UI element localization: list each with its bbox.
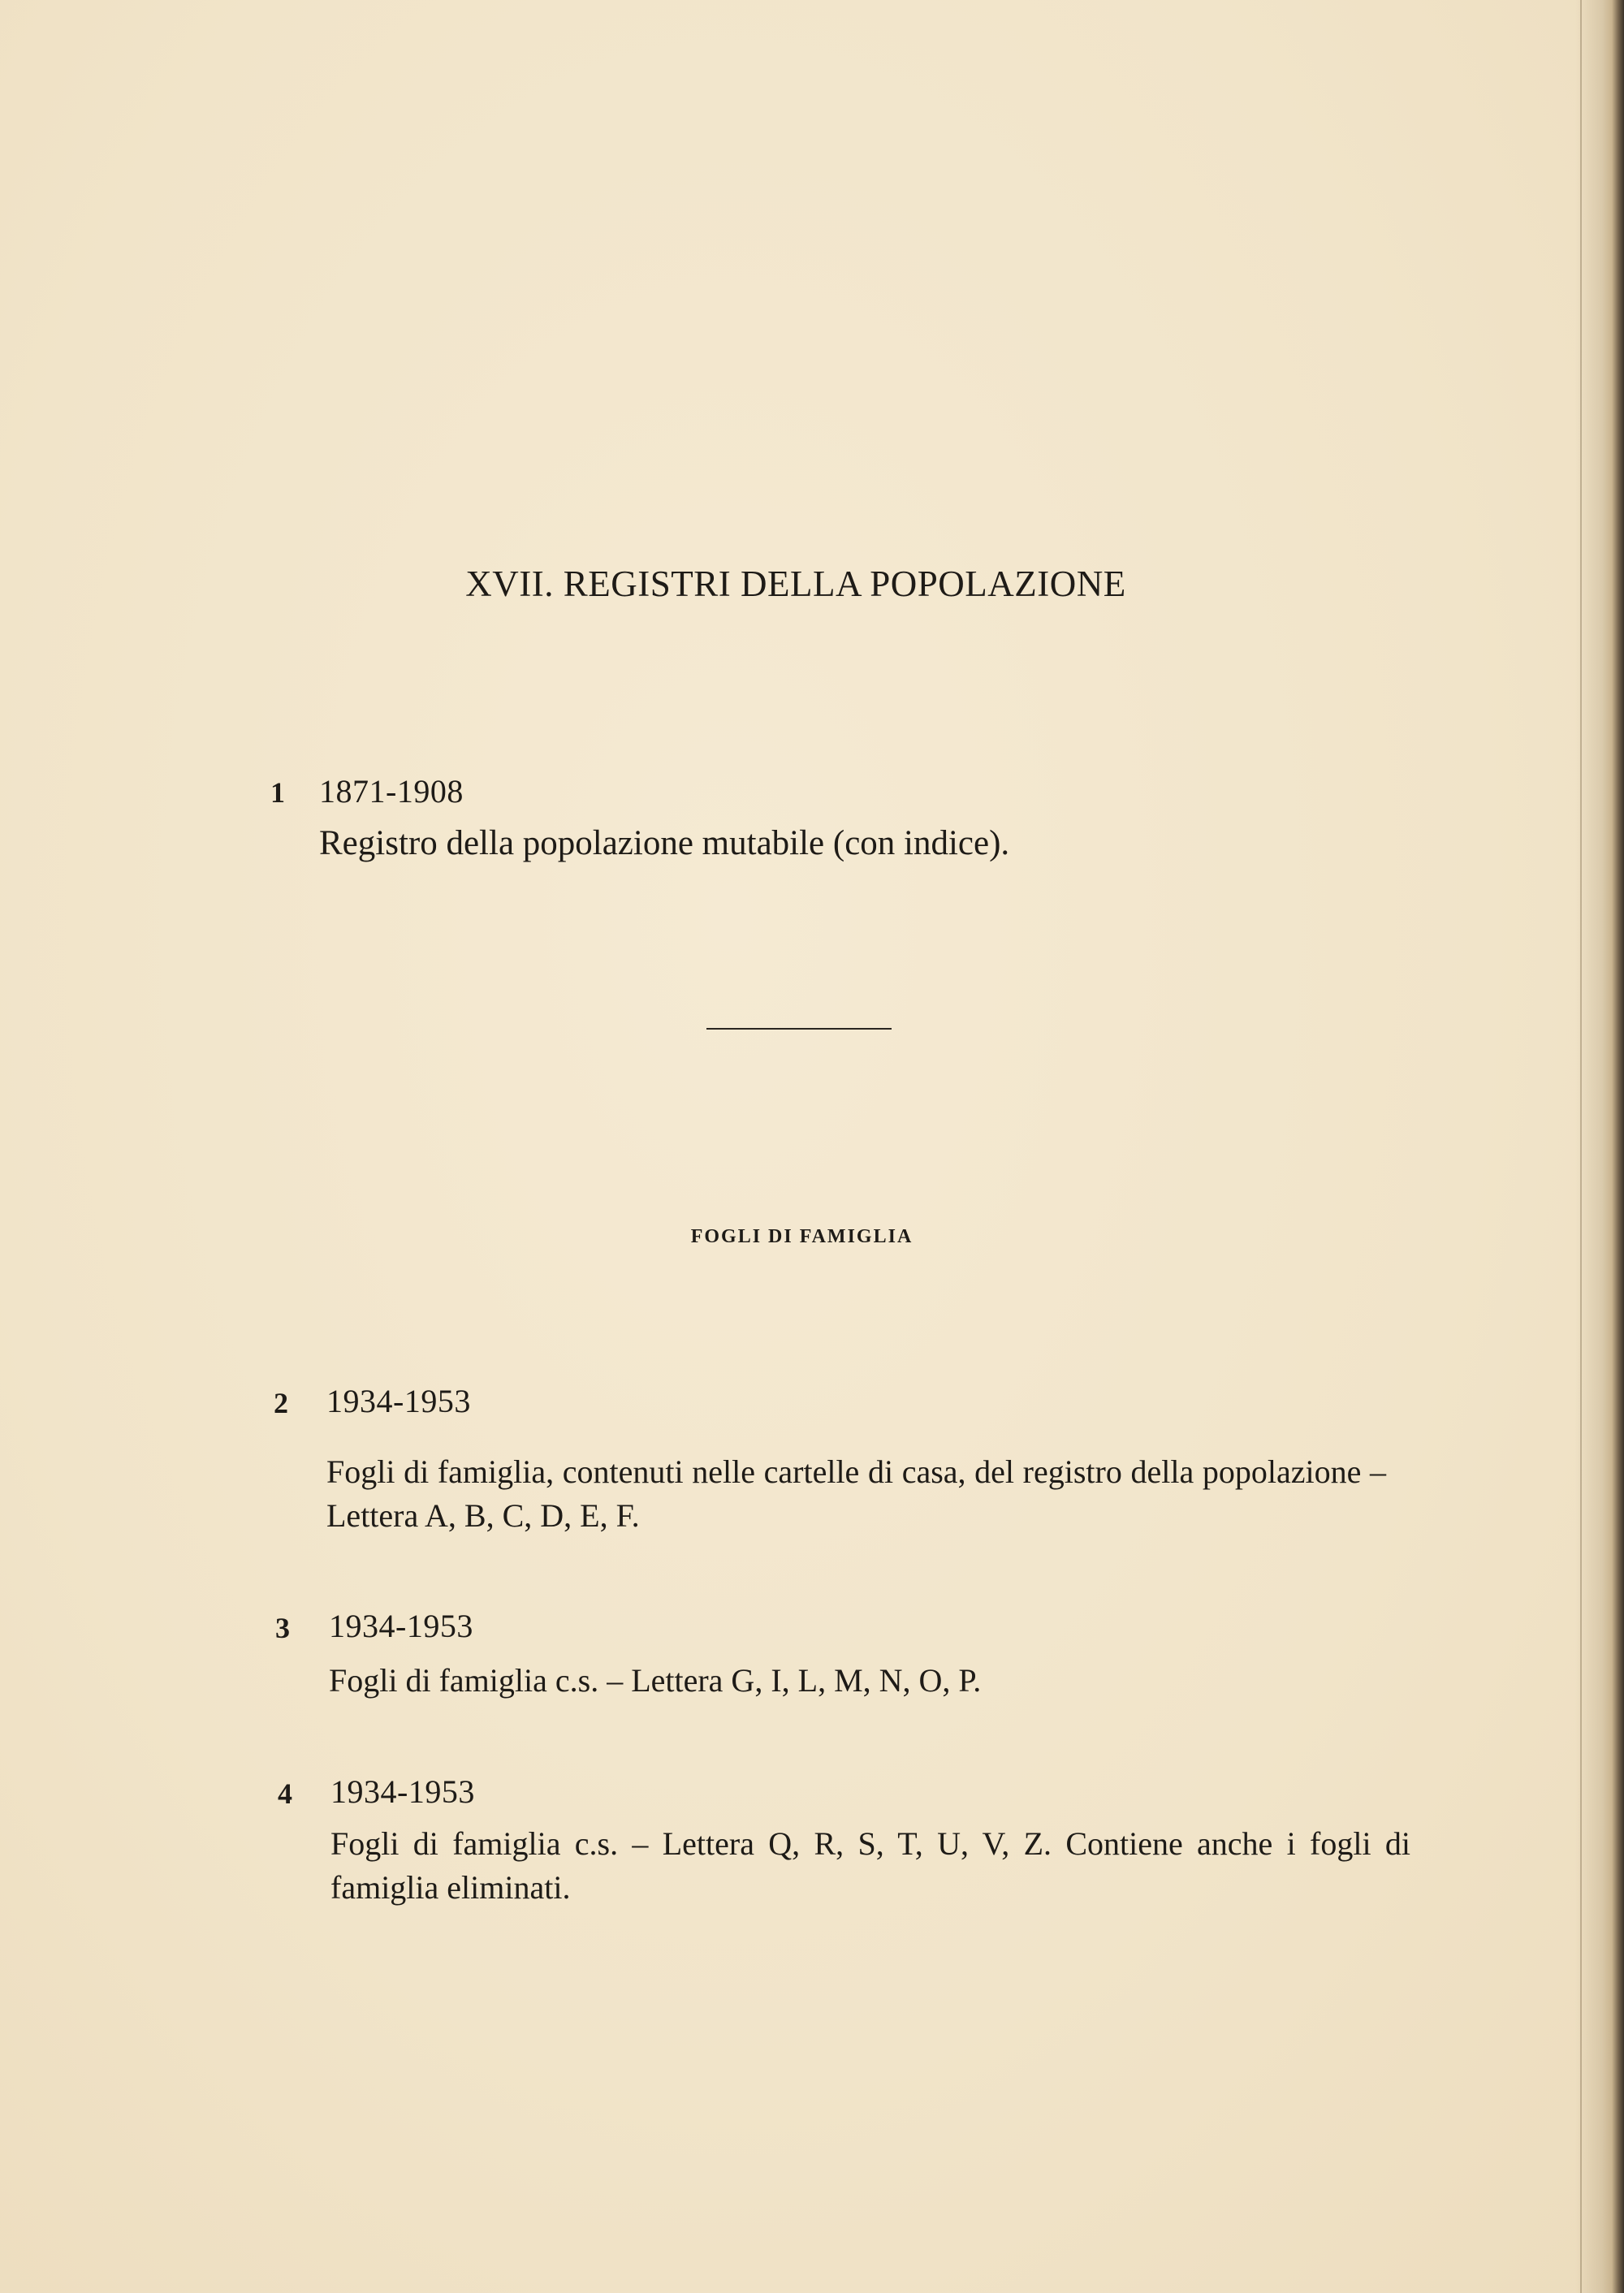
section-title: FOGLI DI FAMIGLIA bbox=[690, 1226, 914, 1247]
entry-number: 4 bbox=[278, 1777, 292, 1810]
entry-number: 2 bbox=[274, 1387, 288, 1419]
entry-date: 1934-1953 bbox=[329, 1608, 473, 1644]
entry-date: 1934-1953 bbox=[330, 1773, 475, 1810]
binding-shadow bbox=[1575, 0, 1624, 2293]
section-divider bbox=[706, 1028, 892, 1030]
entry-description: Fogli di famiglia, contenuti nelle cartelle di casa, del registro della popolazione – Lettera A, B, C, D, E, F. bbox=[326, 1453, 1386, 1534]
entry-date: 1934-1953 bbox=[326, 1383, 471, 1419]
entry-description: Fogli di famiglia c.s. – Lettera Q, R, S, T, U, V, Z. Contiene anche i fogli di famiglia eliminati. bbox=[330, 1825, 1410, 1906]
chapter-title: XVII. REGISTRI DELLA POPOLAZIONE bbox=[465, 564, 1126, 604]
entry-description: Fogli di famiglia c.s. – Lettera G, I, L, M, N, O, P. bbox=[329, 1662, 982, 1699]
entry-date: 1871-1908 bbox=[319, 773, 464, 810]
entry-number: 1 bbox=[270, 776, 285, 809]
entry-description: Registro della popolazione mutabile (con indice). bbox=[319, 824, 1010, 862]
entry-number: 3 bbox=[275, 1612, 290, 1644]
